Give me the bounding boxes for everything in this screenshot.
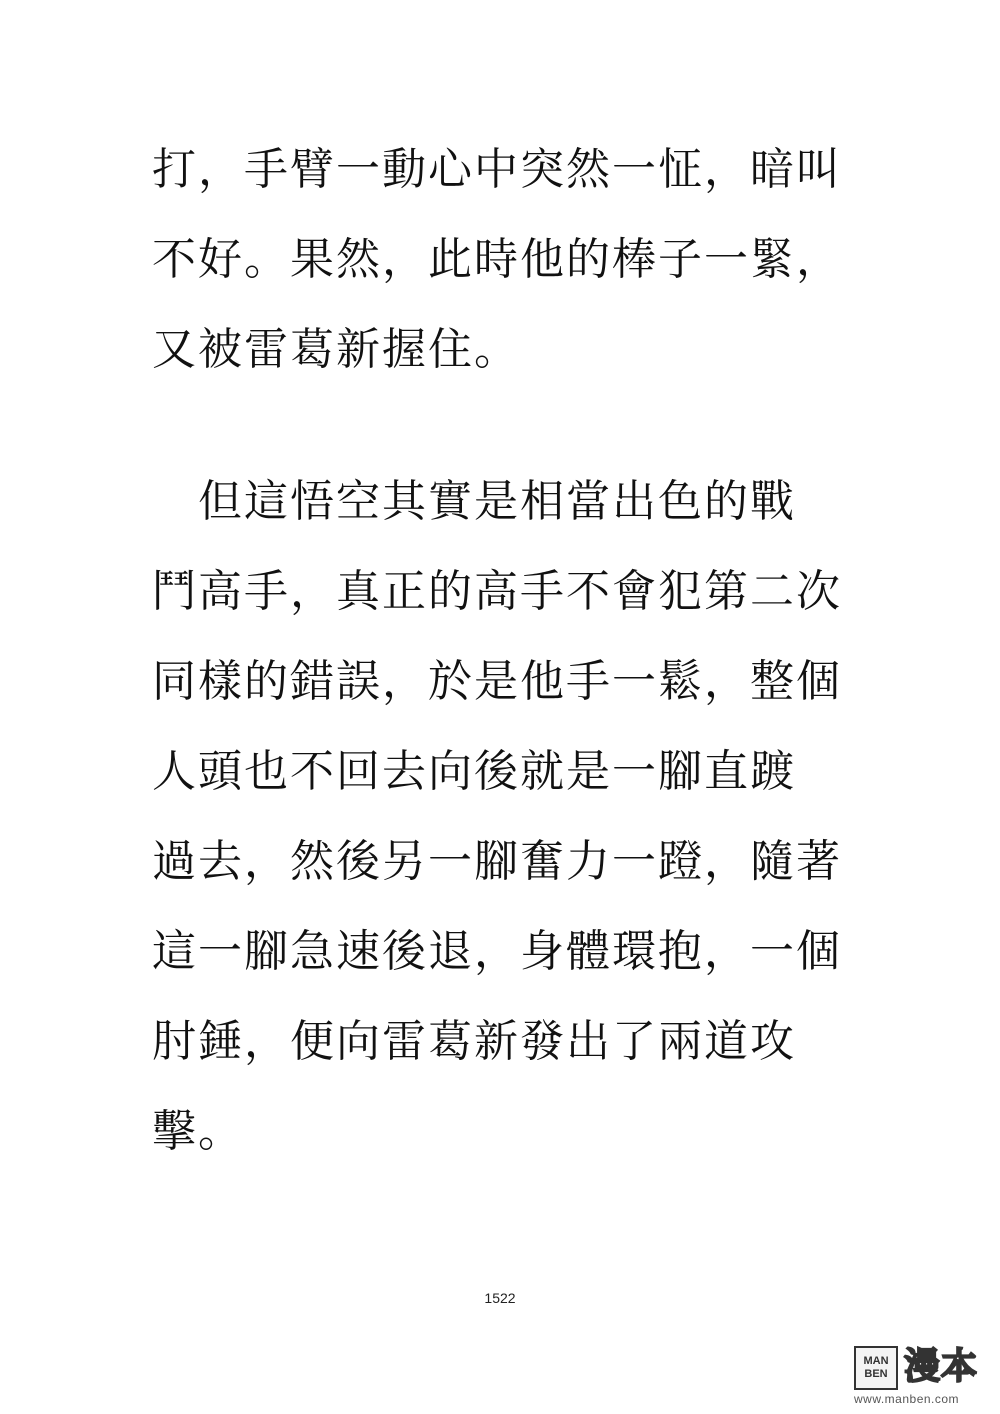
text-line: 人頭也不回去向後就是一腳直踱 <box>152 746 796 797</box>
text-line: 打，手臂一動心中突然一怔，暗叫 <box>152 144 842 195</box>
text-line: 過去，然後另一腳奮力一蹬，隨著 <box>152 836 842 887</box>
text-line: 又被雷葛新握住。 <box>152 324 520 375</box>
watermark-brand: 漫本 <box>904 1346 979 1387</box>
page-number: 1522 <box>484 1290 516 1306</box>
watermark-logo-bottom: BEN <box>864 1368 888 1380</box>
watermark-logo-top: MAN <box>863 1355 889 1367</box>
text-line: 擊。 <box>152 1106 244 1157</box>
text-line: 這一腳急速後退，身體環抱，一個 <box>152 926 842 977</box>
text-line: 同樣的錯誤，於是他手一鬆，整個 <box>152 656 842 707</box>
text-line: 肘錘，便向雷葛新發出了兩道攻 <box>152 1016 796 1067</box>
text-line: 不好。果然，此時他的棒子一緊， <box>152 234 842 285</box>
watermark <box>854 1346 990 1408</box>
text-line: 但這悟空其實是相當出色的戰 <box>152 476 796 527</box>
watermark-url: www.manben.com <box>854 1392 960 1406</box>
watermark-logo-icon <box>854 1346 898 1390</box>
text-line: 鬥高手，真正的高手不會犯第二次 <box>152 566 842 617</box>
